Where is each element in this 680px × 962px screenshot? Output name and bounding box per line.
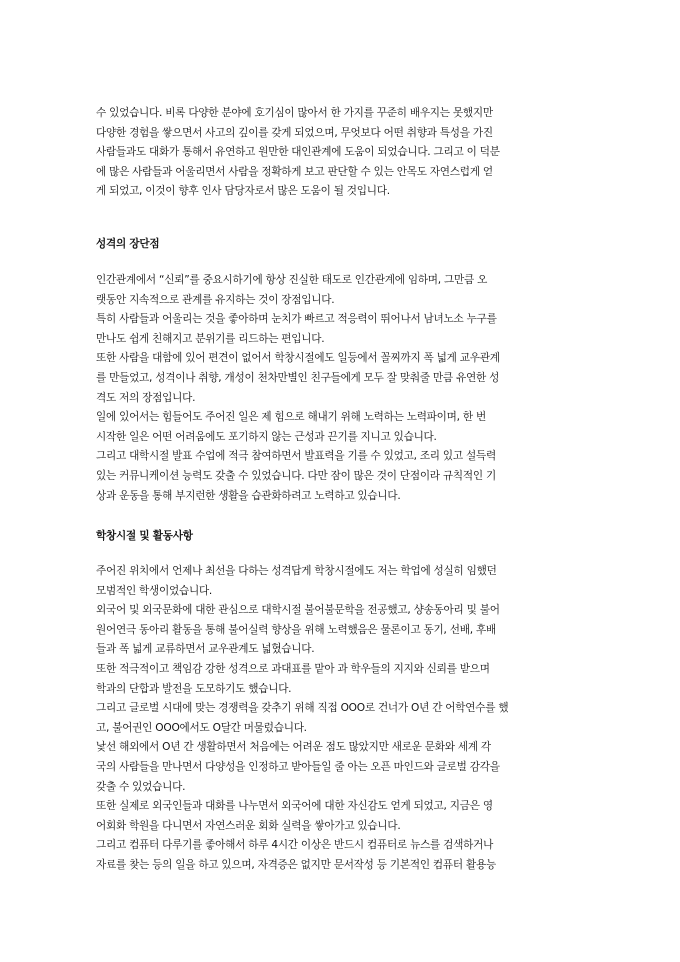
body-line: 또한 사람을 대함에 있어 편견이 없어서 학창시절에도 일등에서 꼴찌까지 폭 넓게 교우관계: [96, 352, 500, 365]
body-line: 인간관계에서 “신뢰”를 중요시하기에 항상 진실한 태도로 인간관계에 임하며, 그만큼 오: [96, 274, 488, 286]
body-line: 그리고 글로벌 시대에 맞는 경쟁력을 갖추기 위해 직접 OOO로 건너가 O년 간 어학연수를 했: [96, 702, 509, 715]
intro-line: 수 있었습니다. 비록 다양한 분야에 호기심이 많아서 한 가지를 꾸준히 배우지는 못했지만: [96, 107, 493, 119]
body-line: 또한 실제로 외국인들과 대화를 나누면서 외국어에 대한 자신감도 얻게 되었고, 지금은 영: [96, 800, 493, 813]
body-line: 를 만들었고, 성격이나 취향, 개성이 천차만별인 친구들에게 모두 잘 맞춰줄 만큼 유연한 성: [96, 371, 500, 384]
body-line: 외국어 및 외국문화에 대한 관심으로 대학시절 불어불문학을 전공했고, 샹송동아리 및 불어: [96, 604, 500, 617]
personality-paragraph: [96, 271, 584, 506]
body-line: 랫동안 지속적으로 관계를 유지하는 것이 장점입니다.: [96, 293, 335, 306]
intro-line: 사람들과도 대화가 통해서 유연하고 원만한 대인관계에 도움이 되었습니다. 그리고 이 덕분: [96, 146, 500, 159]
body-line: 들과 폭 넓게 교류하면서 교우관계도 넓혔습니다.: [96, 643, 315, 656]
body-line: 주어진 위치에서 언제나 최선을 다하는 성격답게 학창시절에도 저는 학업에 성실히 임했던: [96, 565, 497, 577]
body-line: 모범적인 학생이었습니다.: [96, 584, 213, 597]
body-line: 상과 운동을 통해 부지런한 생활을 습관화하려고 노력하고 있습니다.: [96, 489, 401, 502]
intro-line: 에 많은 사람들과 어울리면서 사람을 정확하게 보고 판단할 수 있는 안목도 자연스럽게 얻: [96, 165, 493, 178]
intro-paragraph: [96, 104, 584, 202]
body-line: 특히 사람들과 어울리는 것을 좋아하며 눈치가 빠르고 적응력이 뛰어나서 남녀노소 누구를: [96, 313, 497, 326]
body-line: 격도 저의 장점입니다.: [96, 391, 196, 404]
body-line: 자료를 찾는 등의 일을 하고 있으며, 자격증은 없지만 문서작성 등 기본적인 컴퓨터 활용능: [96, 858, 496, 871]
intro-line: 게 되었고, 이것이 향후 인사 담당자로서 많은 도움이 될 것입니다.: [96, 185, 390, 198]
body-line: 갖출 수 있었습니다.: [96, 780, 186, 793]
intro-line: 다양한 경험을 쌓으면서 사고의 깊이를 갖게 되었으며, 무엇보다 어떤 취향과 특성을 가진: [96, 126, 493, 139]
body-line: 일에 있어서는 힘들어도 주어진 일은 제 힘으로 해내기 위해 노력하는 노력파이며, 한 번: [96, 411, 486, 424]
body-line: 또한 적극적이고 책임감 강한 성격으로 과대표를 맡아 과 학우들의 지지와 신뢰를 받으며: [96, 662, 490, 675]
section-heading-personality: 성격의 장단점: [96, 238, 160, 250]
school-activities-paragraph: [96, 562, 584, 876]
body-line: 만나도 쉽게 친해지고 분위기를 리드하는 편입니다.: [96, 332, 325, 345]
body-line: 시작한 일은 어떤 어려움에도 포기하지 않는 근성과 끈기를 지니고 있습니다.: [96, 430, 437, 443]
body-line: 있는 커뮤니케이션 능력도 갖출 수 있었습니다. 다만 잠이 많은 것이 단점이라 규칙적인 기: [96, 469, 496, 482]
section-heading-school-activities: 학창시절 및 활동사항: [96, 530, 193, 542]
body-line: 낯선 해외에서 O년 간 생활하면서 처음에는 어려운 점도 많았지만 새로운 문화와 세계 각: [96, 741, 491, 754]
body-line: 어회화 학원을 다니면서 자연스러운 회화 실력을 쌓아가고 있습니다.: [96, 819, 401, 832]
body-line: 그리고 대학시절 발표 수업에 적극 참여하면서 발표력을 기를 수 있었고, 조리 있고 설득력: [96, 450, 496, 463]
body-line: 원어연극 동아리 활동을 통해 불어실력 향상을 위해 노력했음은 물론이고 동기, 선배, 후배: [96, 623, 496, 636]
body-line: 그리고 컴퓨터 다루기를 좋아해서 하루 4시간 이상은 반드시 컴퓨터로 뉴스를 검색하거나: [96, 839, 494, 852]
body-line: 국의 사람들을 만나면서 다양성을 인정하고 받아들일 줄 아는 오픈 마인드와 글로벌 감각을: [96, 760, 500, 773]
body-line: 학과의 단합과 발전을 도모하기도 했습니다.: [96, 682, 292, 695]
body-line: 고, 불어권인 OOO에서도 O달간 머물렀습니다.: [96, 721, 307, 734]
